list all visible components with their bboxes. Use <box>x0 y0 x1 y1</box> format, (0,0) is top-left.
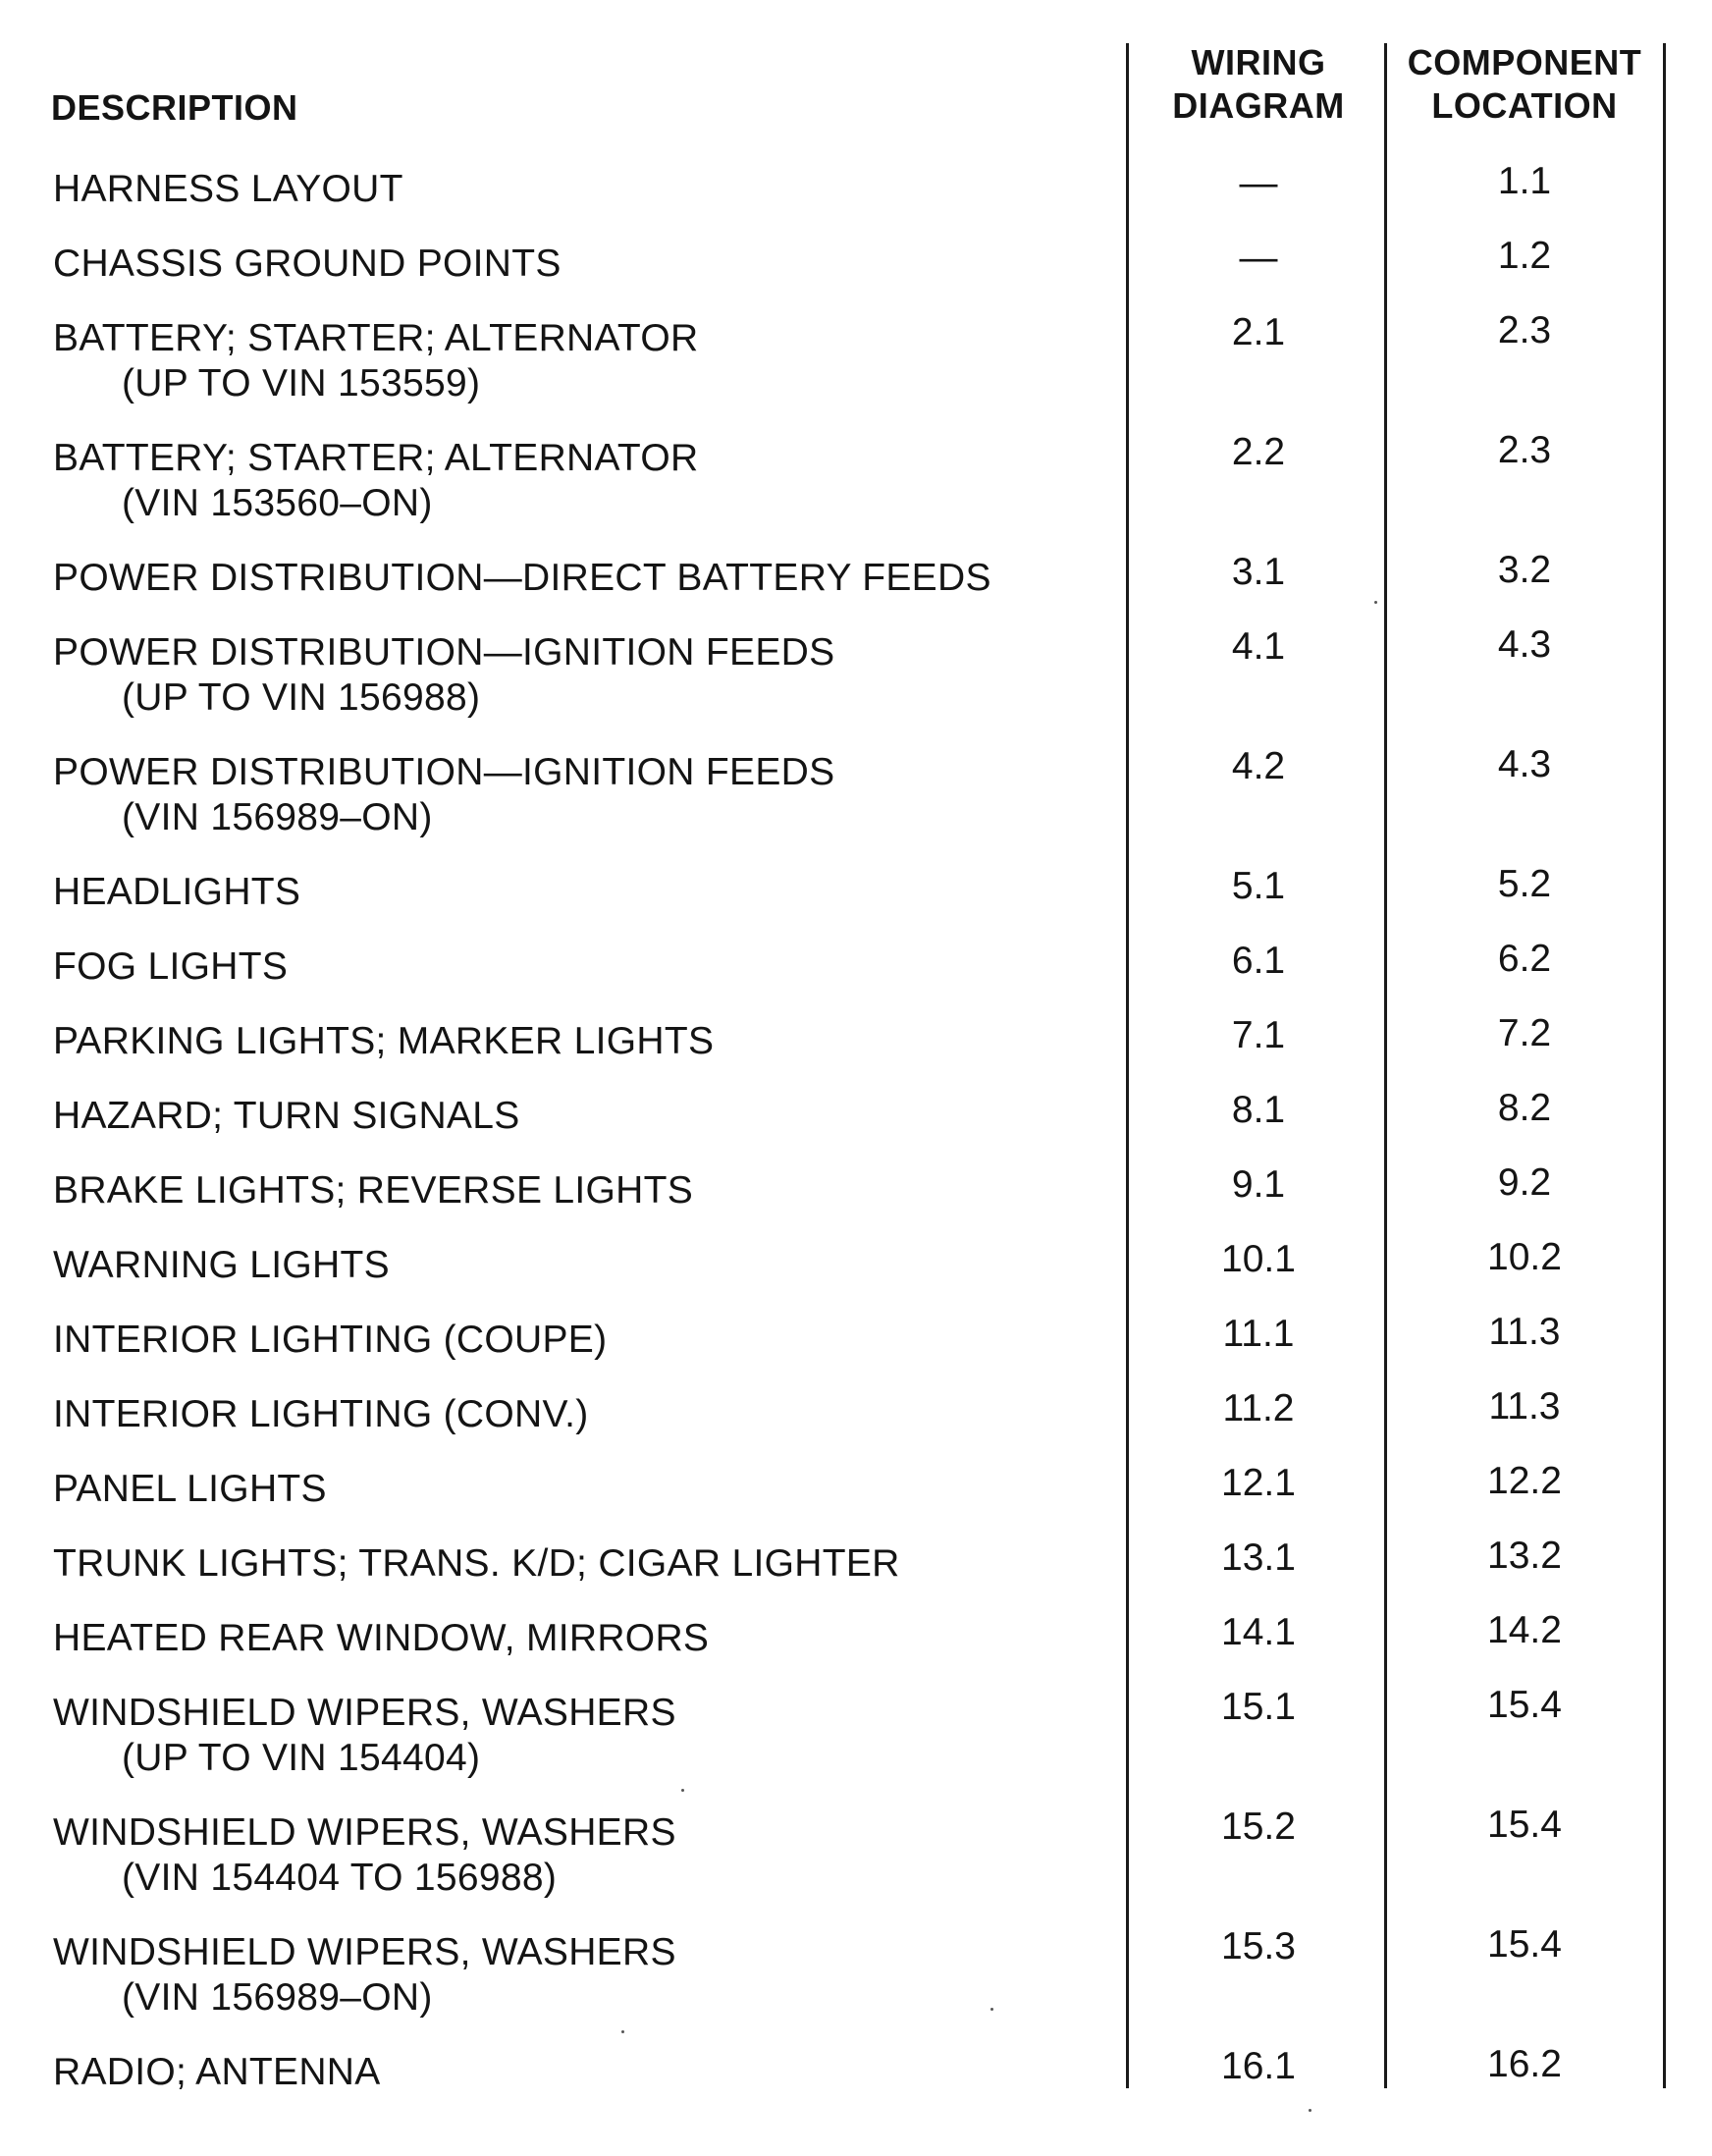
table-row <box>0 160 1712 242</box>
table-row <box>0 1311 1712 1392</box>
row-wiring-diagram: 9.1 <box>1231 1163 1286 1206</box>
table-row <box>0 1385 1712 1467</box>
row-wiring-diagram: 6.1 <box>1231 940 1286 982</box>
row-description <box>53 2050 381 2095</box>
row-component-location: 11.3 <box>1488 1385 1561 1428</box>
row-component-location: 4.3 <box>1497 743 1552 785</box>
row-description-subtext: (VIN 156989–ON) <box>122 796 433 838</box>
table-row <box>0 2043 1712 2125</box>
row-component-location: 1.2 <box>1497 235 1552 277</box>
row-description-subtext: (UP TO VIN 153559) <box>122 362 481 404</box>
table-row <box>0 938 1712 1019</box>
row-wiring-diagram: 4.1 <box>1231 625 1286 668</box>
table-row <box>0 1236 1712 1318</box>
row-description <box>53 167 403 212</box>
table-row <box>0 1684 1712 1810</box>
row-wiring-diagram: 2.2 <box>1231 431 1286 473</box>
row-description <box>53 870 300 915</box>
row-component-location: 15.4 <box>1487 1804 1562 1846</box>
scan-speck <box>1374 601 1377 604</box>
row-description <box>53 1616 709 1661</box>
scan-speck <box>1309 2109 1311 2112</box>
row-description <box>53 1094 520 1139</box>
row-component-location: 13.2 <box>1487 1535 1562 1577</box>
row-wiring-diagram: 13.1 <box>1221 1536 1296 1579</box>
row-wiring-diagram: 8.1 <box>1231 1089 1286 1131</box>
scan-speck <box>621 2030 624 2033</box>
row-wiring-diagram: 4.2 <box>1231 745 1286 787</box>
row-component-location: 9.2 <box>1497 1161 1552 1204</box>
row-description <box>53 242 562 287</box>
header-wiring-diagram-line2: DIAGRAM <box>1172 85 1345 126</box>
row-description-subtext: (VIN 156989–ON) <box>122 1976 433 2019</box>
row-wiring-diagram: 5.1 <box>1231 865 1286 907</box>
row-description <box>53 1168 693 1213</box>
row-description <box>53 630 834 721</box>
row-description <box>53 1541 900 1587</box>
row-component-location: 12.2 <box>1487 1460 1562 1502</box>
row-component-location: 6.2 <box>1497 938 1552 980</box>
table-row <box>0 309 1712 436</box>
row-component-location: 10.2 <box>1487 1236 1562 1278</box>
row-component-location: 7.2 <box>1497 1012 1552 1054</box>
row-description-text: RADIO; ANTENNA <box>53 2051 381 2093</box>
row-description-text: WINDSHIELD WIPERS, WASHERS <box>53 1931 676 1973</box>
row-description-subtext: (UP TO VIN 154404) <box>122 1737 481 1779</box>
row-component-location: 15.4 <box>1487 1684 1562 1726</box>
row-description <box>53 1930 676 2021</box>
row-component-location: 16.2 <box>1487 2043 1562 2085</box>
header-description: DESCRIPTION <box>51 87 298 128</box>
row-description <box>53 1318 607 1363</box>
table-row <box>0 623 1712 750</box>
row-wiring-diagram: — <box>1239 237 1278 279</box>
row-description-text: CHASSIS GROUND POINTS <box>53 243 562 285</box>
row-component-location: 2.3 <box>1497 309 1552 351</box>
row-component-location: 4.3 <box>1497 623 1552 666</box>
header-wiring-diagram-line1: WIRING <box>1191 42 1326 82</box>
table-row <box>0 1804 1712 1930</box>
row-description-text: POWER DISTRIBUTION—IGNITION FEEDS <box>53 751 835 793</box>
row-wiring-diagram: 15.3 <box>1221 1925 1296 1967</box>
table-row <box>0 1923 1712 2050</box>
row-wiring-diagram: 16.1 <box>1221 2045 1296 2087</box>
row-description-text: BATTERY; STARTER; ALTERNATOR <box>53 437 699 479</box>
row-description <box>53 1019 714 1064</box>
row-component-location: 5.2 <box>1497 863 1552 905</box>
row-description <box>53 316 698 406</box>
row-wiring-diagram: — <box>1239 162 1278 204</box>
row-component-location: 8.2 <box>1497 1087 1552 1129</box>
row-component-location: 2.3 <box>1497 429 1552 471</box>
table-row <box>0 1012 1712 1094</box>
row-description-text: PANEL LIGHTS <box>53 1468 327 1510</box>
row-wiring-diagram: 2.1 <box>1231 311 1286 353</box>
row-description-text: FOG LIGHTS <box>53 945 289 988</box>
row-description <box>53 1810 676 1901</box>
header-component-location <box>1387 41 1662 128</box>
row-component-location: 11.3 <box>1488 1311 1561 1353</box>
row-description <box>53 1243 390 1288</box>
row-wiring-diagram: 12.1 <box>1221 1462 1296 1504</box>
row-description <box>53 1691 676 1781</box>
row-description-text: BATTERY; STARTER; ALTERNATOR <box>53 317 699 359</box>
scan-speck <box>681 1789 684 1792</box>
row-description-text: INTERIOR LIGHTING (COUPE) <box>53 1319 608 1361</box>
row-wiring-diagram: 15.1 <box>1221 1686 1296 1728</box>
table-row <box>0 1535 1712 1616</box>
row-wiring-diagram: 15.2 <box>1221 1806 1296 1848</box>
row-description-subtext: (UP TO VIN 156988) <box>122 676 481 719</box>
header-wiring-diagram <box>1137 41 1380 128</box>
row-description-text: WINDSHIELD WIPERS, WASHERS <box>53 1692 676 1734</box>
row-wiring-diagram: 11.1 <box>1222 1313 1295 1355</box>
row-description <box>53 944 288 990</box>
row-description-text: WINDSHIELD WIPERS, WASHERS <box>53 1811 676 1854</box>
header-component-location-line2: LOCATION <box>1431 85 1618 126</box>
row-description <box>53 750 834 840</box>
row-description-text: POWER DISTRIBUTION—IGNITION FEEDS <box>53 631 835 674</box>
table-row <box>0 1087 1712 1168</box>
table-row <box>0 1609 1712 1691</box>
row-wiring-diagram: 11.2 <box>1222 1387 1295 1429</box>
table-row <box>0 1161 1712 1243</box>
row-wiring-diagram: 10.1 <box>1221 1238 1296 1280</box>
table-row <box>0 863 1712 944</box>
row-description-text: BRAKE LIGHTS; REVERSE LIGHTS <box>53 1169 694 1212</box>
row-description-subtext: (VIN 154404 TO 156988) <box>122 1857 558 1899</box>
row-description <box>53 1467 327 1512</box>
row-description-text: HAZARD; TURN SIGNALS <box>53 1095 520 1137</box>
row-wiring-diagram: 3.1 <box>1231 551 1286 593</box>
row-component-location: 3.2 <box>1497 549 1552 591</box>
row-description <box>53 556 991 601</box>
table-row <box>0 743 1712 870</box>
row-description-text: HEADLIGHTS <box>53 871 301 913</box>
scan-speck <box>990 2008 993 2011</box>
row-component-location: 14.2 <box>1487 1609 1562 1651</box>
row-component-location: 15.4 <box>1487 1923 1562 1966</box>
row-description-text: PARKING LIGHTS; MARKER LIGHTS <box>53 1020 715 1062</box>
row-wiring-diagram: 14.1 <box>1221 1611 1296 1653</box>
row-description-text: POWER DISTRIBUTION—DIRECT BATTERY FEEDS <box>53 557 991 599</box>
table-row <box>0 429 1712 556</box>
row-component-location: 1.1 <box>1497 160 1552 202</box>
row-wiring-diagram: 7.1 <box>1231 1014 1286 1056</box>
header-component-location-line1: COMPONENT <box>1407 42 1642 82</box>
table-body <box>0 160 1712 2125</box>
table-row <box>0 1460 1712 1541</box>
row-description <box>53 436 698 526</box>
row-description-text: WARNING LIGHTS <box>53 1244 390 1286</box>
row-description-text: TRUNK LIGHTS; TRANS. K/D; CIGAR LIGHTER <box>53 1542 900 1585</box>
table-row <box>0 235 1712 316</box>
row-description-subtext: (VIN 153560–ON) <box>122 482 433 524</box>
row-description <box>53 1392 589 1437</box>
row-description-text: HEATED REAR WINDOW, MIRRORS <box>53 1617 710 1659</box>
row-description-text: INTERIOR LIGHTING (CONV.) <box>53 1393 589 1435</box>
table-row <box>0 549 1712 630</box>
row-description-text: HARNESS LAYOUT <box>53 168 403 210</box>
